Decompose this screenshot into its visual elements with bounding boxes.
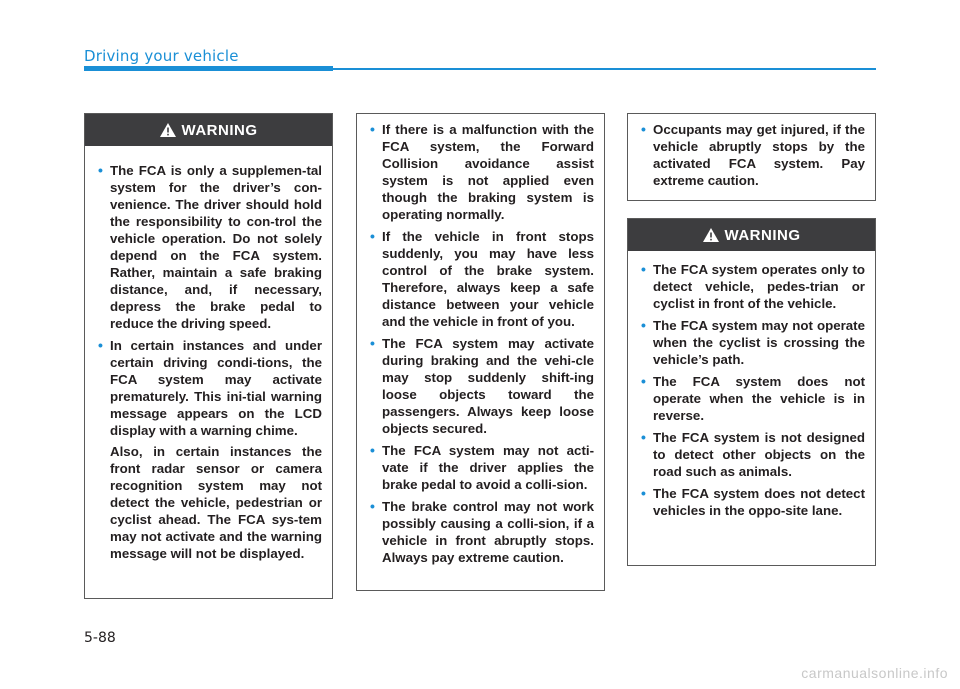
list-item (367, 335, 594, 437)
right-warning-box (627, 218, 876, 566)
header-rule-thin (333, 68, 876, 70)
bullet-icon: • (98, 337, 103, 353)
warning-header (628, 219, 875, 251)
bullet-icon: • (641, 121, 646, 137)
left-warning-box (84, 113, 333, 599)
list-item (638, 373, 865, 424)
notes-list (628, 114, 875, 189)
bullet-icon: • (641, 429, 646, 445)
list-item (95, 337, 322, 562)
list-item (367, 442, 594, 493)
bullet-icon: • (370, 335, 375, 351)
list-item (638, 121, 865, 189)
warning-heading: WARNING (181, 121, 258, 139)
item-text: The FCA system operates only to detect vehicle, pedes-trian or cyclist in front of the vehicle. (653, 262, 865, 311)
page-number: 5-88 (84, 630, 116, 646)
item-text: In certain instances and under certain driving condi-tions, the FCA system may activate prematurely. This ini-tial warning message appears on the LCD display with a warning chime. (110, 338, 322, 438)
item-text: The FCA system may activate during braking and the vehi-cle may stop suddenly shift-ing loose objects toward the passengers. Always keep loose objects secured. (382, 336, 594, 436)
bullet-icon: • (370, 228, 375, 244)
warning-triangle-icon (703, 228, 719, 242)
item-text: The FCA system may not operate when the cyclist is crossing the vehicle’s path. (653, 318, 865, 367)
warning-list (628, 251, 875, 519)
warning-list (85, 146, 332, 562)
bullet-icon: • (641, 485, 646, 501)
warning-heading: WARNING (724, 226, 801, 244)
item-text: The FCA system may not acti-vate if the driver applies the brake pedal to avoid a colli-sion. (382, 443, 594, 492)
item-text: If the vehicle in front stops suddenly, you may have less control of the brake system. Therefore, always keep a safe distance between your vehicle and the vehicle in front of you. (382, 229, 594, 329)
bullet-icon: • (641, 261, 646, 277)
list-item (367, 121, 594, 223)
item-text: The FCA system does not detect vehicles in the oppo-site lane. (653, 486, 865, 518)
item-text: The FCA is only a supplemen-tal system for the driver’s con-venience. The driver should hold the responsibility to con-trol the vehicle operation. Do not solely depend on the FCA system. Rather, maintain a safe braking distance, and, if necessary, depress the brake pedal to reduce the driving speed. (110, 163, 322, 331)
right-notes-box (627, 113, 876, 201)
bullet-icon: • (641, 317, 646, 333)
item-text: Occupants may get injured, if the vehicle abruptly stops by the activated FCA system. Pay extreme caution. (653, 122, 865, 188)
warning-triangle-icon (160, 123, 176, 137)
section-title: Driving your vehicle (84, 47, 239, 65)
list-item (367, 228, 594, 330)
list-item (367, 498, 594, 566)
list-item (638, 317, 865, 368)
bullet-icon: • (641, 373, 646, 389)
item-text-continued: Also, in certain instances the front radar sensor or camera recognition system may not detect the vehicle, pedestrian or cyclist ahead. The FCA sys-tem may not activate and the warning message will not be displayed. (110, 444, 322, 561)
bullet-icon: • (370, 498, 375, 514)
bullet-icon: • (370, 121, 375, 137)
item-text: The FCA system is not designed to detect other objects on the road such as animals. (653, 430, 865, 479)
list-item (95, 162, 322, 332)
list-item (638, 261, 865, 312)
middle-notes-box (356, 113, 605, 591)
bullet-icon: • (98, 162, 103, 178)
list-item (638, 485, 865, 519)
warning-header (85, 114, 332, 146)
watermark: carmanualsonline.info (801, 665, 948, 681)
list-item (638, 429, 865, 480)
bullet-icon: • (370, 442, 375, 458)
item-text: The brake control may not work possibly causing a colli-sion, if a vehicle in front abruptly stops. Always pay extreme caution. (382, 499, 594, 565)
item-text: The FCA system does not operate when the vehicle is in reverse. (653, 374, 865, 423)
item-text: If there is a malfunction with the FCA system, the Forward Collision avoidance assist system is not applied even though the braking system is operating normally. (382, 122, 594, 222)
header-rule-thick (84, 66, 333, 71)
notes-list (357, 114, 604, 566)
